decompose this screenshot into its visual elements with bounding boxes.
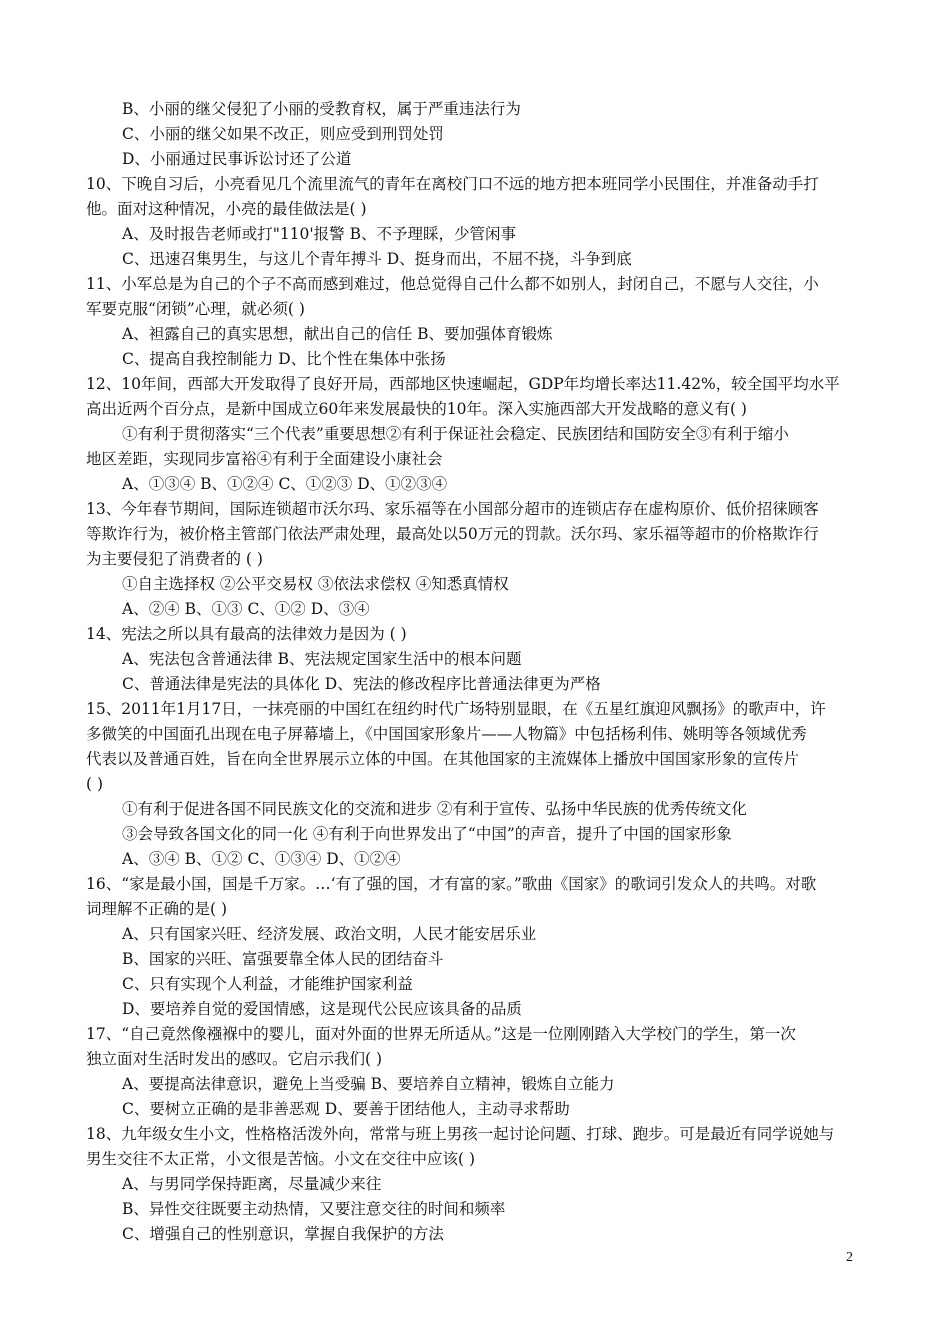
option-line: A、①③④ B、①②④ C、①②③ D、①②③④ [122, 475, 448, 493]
question-13-line-1: 13、今年春节期间，国际连锁超市沃尔玛、家乐福等在小国部分超市的连锁店存在虚构原价、低价招徕顾客 [86, 500, 819, 518]
option-line: D、小丽通过民事诉讼讨还了公道 [122, 150, 352, 168]
option-line: A、宪法包含普通法律 B、宪法规定国家生活中的根本问题 [122, 650, 522, 668]
question-15-line-2: 多微笑的中国面孔出现在电子屏幕墙上，《中国国家形象片——人物篇》中包括杨利伟、姚明等各领域优秀 [86, 725, 807, 743]
question-11-line-1: 11、小军总是为自己的个子不高而感到难过，他总觉得自己什么都不如别人，封闭自己，不愿与人交往，小 [86, 275, 819, 293]
question-11-line-2: 军要克服“闭锁”心理，就必须( ) [86, 300, 305, 318]
statement-line: 地区差距，实现同步富裕④有利于全面建设小康社会 [86, 450, 443, 468]
option-line: A、与男同学保持距离，尽量减少来往 [122, 1175, 382, 1193]
option-line: B、小丽的继父侵犯了小丽的受教育权，属于严重违法行为 [122, 100, 521, 118]
statement-line: ①有利于促进各国不同民族文化的交流和进步 ②有利于宣传、弘扬中华民族的优秀传统文化 [122, 800, 747, 818]
option-line: A、及时报告老师或打"110'报警 B、不予理睬，少管闲事 [122, 225, 516, 243]
question-16-line-2: 词理解不正确的是( ) [86, 900, 228, 918]
option-line: C、增强自己的性别意识，掌握自我保护的方法 [122, 1225, 444, 1243]
option-line: B、国家的兴旺、富强要靠全体人民的团结奋斗 [122, 950, 444, 968]
option-line: C、小丽的继父如果不改正，则应受到刑罚处罚 [122, 125, 444, 143]
option-line: D、要培养自觉的爱国情感，这是现代公民应该具备的品质 [122, 1000, 522, 1018]
option-line: A、袒露自己的真实思想，献出自己的信任 B、要加强体育锻炼 [122, 325, 553, 343]
question-10-line-1: 10、下晚自习后，小亮看见几个流里流气的青年在离校门口不远的地方把本班同学小民围住，并准备动手打 [86, 175, 819, 193]
question-16-line-1: 16、“家是最小国，国是千万家。…‘有了强的国，才有富的家。”歌曲《国家》的歌词引发众人的共鸣。对歌 [86, 875, 817, 893]
page-number: 2 [846, 1250, 853, 1265]
option-line: B、异性交往既要主动热情，又要注意交往的时间和频率 [122, 1200, 506, 1218]
option-line: C、迅速召集男生，与这儿个青年搏斗 D、挺身而出，不屈不挠，斗争到底 [122, 250, 632, 268]
question-15-line-4: ( ) [86, 775, 104, 793]
option-line: A、只有国家兴旺、经济发展、政治文明，人民才能安居乐业 [122, 925, 537, 943]
question-12-line-2: 高出近两个百分点，是新中国成立60年来发展最快的10年。深入实施西部大开发战略的意义有( ) [86, 400, 747, 418]
option-line: C、只有实现个人利益，才能维护国家利益 [122, 975, 413, 993]
option-line: A、③④ B、①② C、①③④ D、①②④ [122, 850, 401, 868]
option-line: A、②④ B、①③ C、①② D、③④ [122, 600, 370, 618]
option-line: A、要提高法律意识，避免上当受骗 B、要培养自立精神，锻炼自立能力 [122, 1075, 615, 1093]
question-18-line-2: 男生交往不太正常，小文很是苦恼。小文在交往中应该( ) [86, 1150, 476, 1168]
statement-line: ①自主选择权 ②公平交易权 ③依法求偿权 ④知悉真情权 [122, 575, 509, 593]
statement-line: ①有利于贯彻落实“三个代表”重要思想②有利于保证社会稳定、民族团结和国防安全③有利于缩小 [122, 425, 789, 443]
question-12-line-1: 12、10年间，西部大开发取得了良好开局，西部地区快速崛起，GDP年均增长率达11.42%，较全国平均水平 [86, 375, 840, 393]
question-17-line-1: 17、“自己竟然像襁褓中的婴儿，面对外面的世界无所适从。”这是一位刚刚踏入大学校门的学生，第一次 [86, 1025, 796, 1043]
question-13-line-3: 为主要侵犯了消费者的 ( ) [86, 550, 263, 568]
option-line: C、提高自我控制能力 D、比个性在集体中张扬 [122, 350, 446, 368]
statement-line: ③会导致各国文化的同一化 ④有利于向世界发出了“中国”的声音，提升了中国的国家形象 [122, 825, 732, 843]
question-18-line-1: 18、九年级女生小文，性格格活泼外向，常常与班上男孩一起讨论问题、打球、跑步。可是最近有同学说她与 [86, 1125, 835, 1143]
question-17-line-2: 独立面对生活时发出的感叹。它启示我们( ) [86, 1050, 383, 1068]
question-15-line-1: 15、2011年1月17日，一抹亮丽的中国红在纽约时代广场特别显眼，在《五星红旗迎风飘扬》的歌声中，许 [86, 700, 826, 718]
question-13-line-2: 等欺诈行为，被价格主管部门依法严肃处理，最高处以50万元的罚款。沃尔玛、家乐福等超市的价格欺诈行 [86, 525, 819, 543]
question-15-line-3: 代表以及普通百姓，旨在向全世界展示立体的中国。在其他国家的主流媒体上播放中国国家形象的宣传片 [86, 750, 800, 768]
option-line: C、要树立正确的是非善恶观 D、要善于团结他人，主动寻求帮助 [122, 1100, 570, 1118]
question-14-line-1: 14、宪法之所以具有最高的法律效力是因为 ( ) [86, 625, 407, 643]
question-10-line-2: 他。面对这种情况，小亮的最佳做法是( ) [86, 200, 367, 218]
option-line: C、普通法律是宪法的具体化 D、宪法的修改程序比普通法律更为严格 [122, 675, 601, 693]
